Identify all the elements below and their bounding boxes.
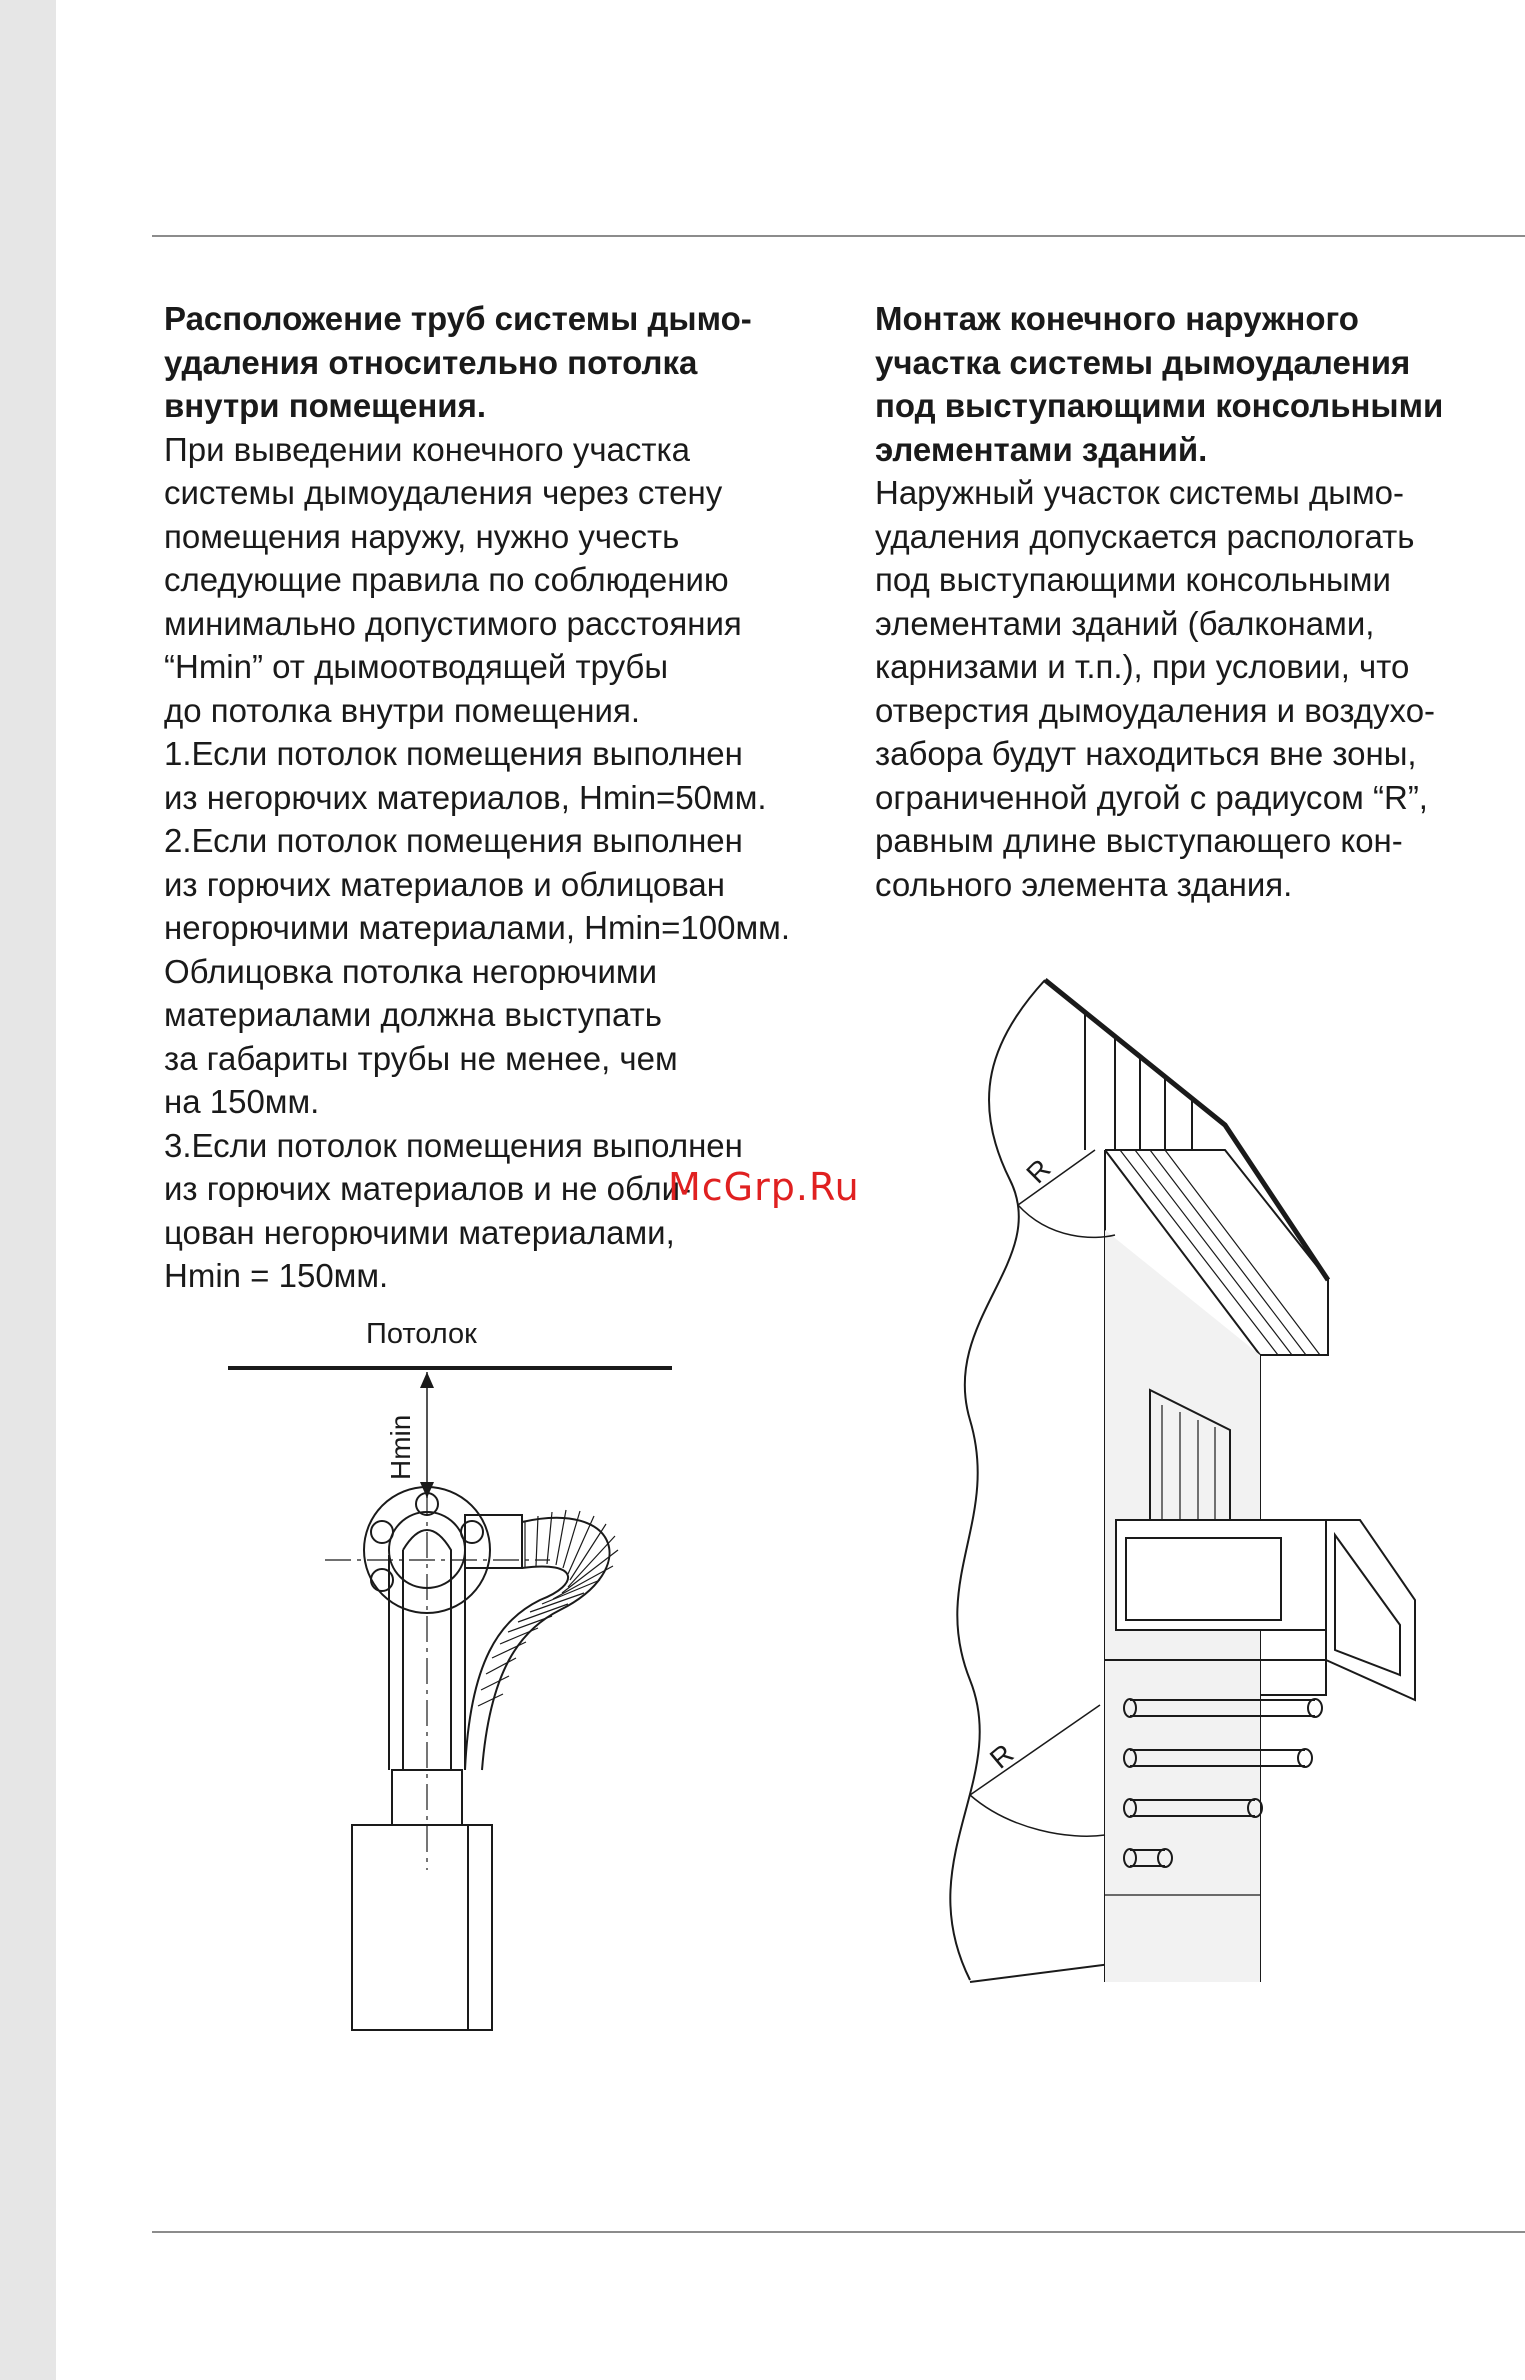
break-line-left [950,980,1045,1980]
left-body-line: цован негорючими материалами, [164,1213,675,1251]
right-heading-line: участка системы дымоудаления [875,343,1411,381]
radius-label-bottom: R [983,1737,1020,1775]
left-body-line: “Hmin” от дымоотводящей трубы [164,648,669,685]
radius-arc-top [1018,1205,1115,1237]
radius-label-top: R [1020,1153,1057,1190]
bottom-rule [152,2231,1525,2233]
boiler-body [352,1825,492,2030]
balcony-side [1326,1520,1415,1700]
hmin-label: Hmin [385,1414,416,1480]
watermark: McGrp.Ru [668,1165,860,1209]
right-body-line: элементами зданий (балконами, [875,604,1375,642]
balcony-box [1116,1520,1326,1630]
page-margin-strip [0,0,56,2380]
left-heading-line: Расположение труб системы дымо- [164,300,752,337]
left-body-line: 3.Если потолок помещения выполнен [164,1126,743,1164]
hmin-arrow-up [420,1372,434,1388]
right-body-line: под выступающими консольными [875,561,1391,598]
roof-edge [1045,980,1328,1280]
top-rule [152,235,1525,237]
ceiling-label: Потолок [366,1318,477,1350]
left-body-line: из горючих материалов и облицован [164,865,725,903]
right-heading-line: элементами зданий. [875,430,1208,468]
left-body-line: минимально допустимого расстояния [164,604,742,642]
right-body-line: равным длине выступающего кон- [875,822,1403,859]
right-column [875,297,1460,906]
right-body-line: сольного элемента здания. [875,865,1293,903]
building-projection-diagram [930,960,1450,1990]
left-body-line: При выведении конечного участка [164,430,691,468]
left-heading-line: удаления относительно потолка [164,343,698,381]
left-body-line: до потолка внутри помещения. [164,691,641,729]
right-body-line: ограниченной дугой с радиусом “R”, [875,778,1428,816]
left-body-line: 2.Если потолок помещения выполнен [164,822,743,859]
right-body-line: карнизами и т.п.), при условии, что [875,648,1410,685]
left-body-line: материалами должна выступать [164,996,662,1033]
corrugated-hose-inner [465,1566,568,1770]
left-body-line: негорючими материалами, Hmin=100мм. [164,909,791,946]
left-body-line: на 150мм. [164,1083,320,1120]
right-heading-line: Монтаж конечного наружного [875,300,1359,337]
left-body-line: Hmin = 150мм. [164,1257,389,1294]
left-body-line: из горючих материалов и не обли- [164,1170,692,1207]
left-body-line: системы дымоудаления через стену [164,474,723,511]
right-body-line: забора будут находиться вне зоны, [875,735,1417,772]
pipe-clearance-diagram [220,1310,690,2040]
left-body-line: 1.Если потолок помещения выполнен [164,735,743,772]
radius-arc-bottom [970,1795,1105,1836]
rafters [1085,1010,1192,1150]
left-body-line: из негорючих материалов, Hmin=50мм. [164,778,767,816]
left-heading-line: внутри помещения. [164,387,487,424]
left-body-line: помещения наружу, нужно учесть [164,517,680,555]
right-body-line: удаления допускается распологать [875,517,1415,555]
left-body-line: за габариты трубы не менее, чем [164,1039,678,1077]
right-body-line: Наружный участок системы дымо- [875,474,1405,511]
left-body-line: Облицовка потолка негорючими [164,952,658,990]
right-body-line: отверстия дымоудаления и воздухо- [875,691,1436,729]
left-body-line: следующие правила по соблюдению [164,561,729,598]
right-heading-line: под выступающими консольными [875,387,1444,424]
